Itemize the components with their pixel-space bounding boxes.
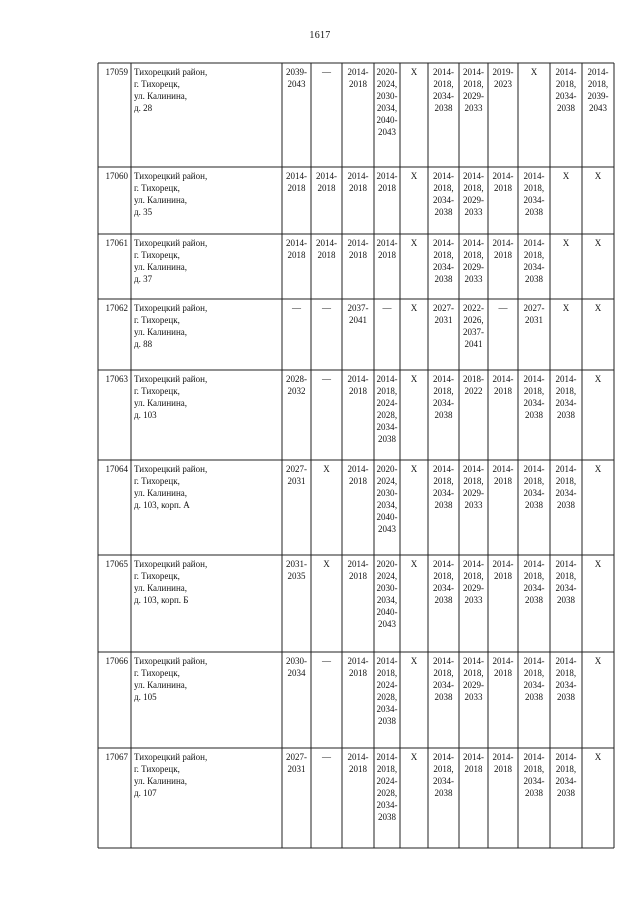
address-cell: Тихорецкий район, г. Тихорецк, ул. Калинина, д. 107 (134, 752, 208, 798)
address-cell: Тихорецкий район, г. Тихорецк, ул. Калинина, д. 103, корп. А (134, 464, 208, 510)
period-cell: X (410, 559, 418, 569)
period-cell: 2014- 2018, 2024- 2028, 2034- 2038 (376, 752, 398, 822)
period-cell: X (530, 67, 538, 77)
address-cell: Тихорецкий район, г. Тихорецк, ул. Калинина, д. 28 (134, 67, 208, 113)
period-cell: 2014- 2018 (347, 559, 369, 581)
period-cell: 2014- 2018, 2029- 2033 (463, 238, 484, 284)
period-cell: 2014- 2018 (316, 171, 337, 193)
period-cell: 2020- 2024, 2030- 2034, 2040- 2043 (376, 464, 398, 534)
period-cell: X (594, 171, 602, 181)
period-cell: 2014- 2018, 2034- 2038 (433, 464, 454, 510)
row-id: 17060 (105, 171, 128, 181)
period-cell: X (410, 656, 418, 666)
row-id: 17059 (105, 67, 128, 77)
period-cell: 2014- 2018, 2024- 2028, 2034- 2038 (376, 656, 398, 726)
period-cell: X (562, 238, 570, 248)
period-cell: 2014- 2018 (492, 752, 514, 774)
period-cell: 2014- 2018, 2034- 2038 (433, 238, 454, 284)
period-cell: — (322, 752, 331, 762)
period-cell: X (410, 67, 418, 77)
address-cell: Тихорецкий район, г. Тихорецк, ул. Калинина, д. 103, корп. Б (134, 559, 208, 605)
period-cell: 2014- 2018, 2034- 2038 (523, 171, 545, 217)
period-cell: 2014- 2018, 2034- 2038 (523, 374, 545, 420)
row-id: 17065 (105, 559, 128, 569)
period-cell: 2014- 2018, 2034- 2038 (433, 752, 454, 798)
period-cell: 2028- 2032 (286, 374, 307, 396)
period-cell: 2020- 2024, 2030- 2034, 2040- 2043 (376, 67, 398, 137)
period-cell: 2014- 2018 (347, 171, 369, 193)
period-cell: X (410, 374, 418, 384)
period-cell: 2014- 2018 (492, 171, 514, 193)
period-cell: — (382, 303, 392, 313)
period-cell: — (322, 374, 331, 384)
row-id: 17064 (105, 464, 128, 474)
period-cell: 2014- 2018, 2034- 2038 (555, 374, 577, 420)
period-cell: 2014- 2018, 2029- 2033 (463, 464, 484, 510)
period-cell: X (323, 464, 330, 474)
period-cell: 2014- 2018 (492, 374, 514, 396)
period-cell: 2014- 2018 (376, 171, 398, 193)
address-cell: Тихорецкий район, г. Тихорецк, ул. Калинина, д. 88 (134, 303, 208, 349)
page-number: 1617 (309, 30, 331, 41)
period-cell: 2014- 2018, 2029- 2033 (463, 171, 484, 217)
period-cell: 2014- 2018, 2034- 2038 (523, 464, 545, 510)
period-cell: — (322, 303, 331, 313)
period-cell: 2014- 2018, 2029- 2033 (463, 656, 484, 702)
period-cell: 2014- 2018 (347, 374, 369, 396)
period-cell: X (594, 464, 602, 474)
period-cell: 2014- 2018, 2034- 2038 (433, 559, 454, 605)
period-cell: 2014- 2018, 2024- 2028, 2034- 2038 (376, 374, 398, 444)
period-cell: 2014- 2018 (492, 464, 514, 486)
period-cell: — (292, 303, 301, 313)
period-cell: 2014- 2018, 2034- 2038 (433, 374, 454, 420)
period-cell: 2014- 2018, 2034- 2038 (523, 656, 545, 702)
period-cell: 2014- 2018, 2034- 2038 (433, 67, 454, 113)
row-id: 17061 (105, 238, 128, 248)
period-cell: X (594, 374, 602, 384)
address-cell: Тихорецкий район, г. Тихорецк, ул. Калинина, д. 105 (134, 656, 208, 702)
row-id: 17062 (105, 303, 128, 313)
period-cell: X (410, 171, 418, 181)
period-cell: 2014- 2018 (492, 656, 514, 678)
period-cell: 2014- 2018 (492, 238, 514, 260)
period-cell: 2014- 2018, 2034- 2038 (555, 559, 577, 605)
period-cell: 2027- 2031 (286, 464, 307, 486)
period-cell: X (594, 303, 602, 313)
period-cell: 2022- 2026, 2037- 2041 (463, 303, 484, 349)
period-cell: 2027- 2031 (433, 303, 454, 325)
period-cell: 2027- 2031 (286, 752, 307, 774)
row-id: 17063 (105, 374, 128, 384)
period-cell: 2014- 2018 (347, 67, 369, 89)
period-cell: 2014- 2018 (286, 171, 307, 193)
period-cell: 2020- 2024, 2030- 2034, 2040- 2043 (376, 559, 398, 629)
row-id: 17066 (105, 656, 128, 666)
period-cell: 2014- 2018, 2034- 2038 (555, 656, 577, 702)
period-cell: X (410, 752, 418, 762)
period-cell: X (410, 238, 418, 248)
period-cell: 2014- 2018, 2034- 2038 (555, 67, 577, 113)
period-cell: 2014- 2018, 2029- 2033 (463, 559, 484, 605)
period-cell: 2027- 2031 (523, 303, 545, 325)
period-cell: 2014- 2018 (492, 559, 514, 581)
period-cell: 2014- 2018 (347, 238, 369, 260)
period-cell: 2019- 2023 (492, 67, 514, 89)
period-cell: 2014- 2018, 2034- 2038 (433, 171, 454, 217)
period-cell: 2014- 2018, 2034- 2038 (523, 238, 545, 284)
period-cell: 2014- 2018, 2039- 2043 (587, 67, 609, 113)
period-cell: 2014- 2018, 2034- 2038 (555, 464, 577, 510)
period-cell: X (323, 559, 330, 569)
period-cell: X (562, 171, 570, 181)
period-cell: 2014- 2018, 2034- 2038 (523, 752, 545, 798)
period-cell: 2014- 2018 (347, 656, 369, 678)
address-cell: Тихорецкий район, г. Тихорецк, ул. Калинина, д. 35 (134, 171, 208, 217)
period-cell: X (562, 303, 570, 313)
period-cell: 2014- 2018 (316, 238, 337, 260)
period-cell: 2037- 2041 (347, 303, 369, 325)
period-cell: 2030- 2034 (286, 656, 307, 678)
period-cell: 2018- 2022 (463, 374, 484, 396)
period-cell: — (322, 67, 331, 77)
period-cell: X (594, 238, 602, 248)
period-cell: 2014- 2018 (347, 752, 369, 774)
row-id: 17067 (105, 752, 128, 762)
period-cell: X (594, 656, 602, 666)
period-cell: — (498, 303, 508, 313)
period-cell: 2014- 2018 (376, 238, 398, 260)
period-cell: 2014- 2018, 2034- 2038 (433, 656, 454, 702)
period-cell: 2031- 2035 (286, 559, 307, 581)
period-cell: — (322, 656, 331, 666)
address-cell: Тихорецкий район, г. Тихорецк, ул. Калинина, д. 103 (134, 374, 208, 420)
period-cell: 2039- 2043 (286, 67, 307, 89)
period-cell: X (594, 752, 602, 762)
period-cell: 2014- 2018 (286, 238, 307, 260)
period-cell: X (410, 303, 418, 313)
period-cell: 2014- 2018 (463, 752, 484, 774)
period-cell: 2014- 2018 (347, 464, 369, 486)
period-cell: 2014- 2018, 2034- 2038 (555, 752, 577, 798)
period-cell: X (594, 559, 602, 569)
period-cell: 2014- 2018, 2029- 2033 (463, 67, 484, 113)
period-cell: X (410, 464, 418, 474)
period-cell: 2014- 2018, 2034- 2038 (523, 559, 545, 605)
address-cell: Тихорецкий район, г. Тихорецк, ул. Калинина, д. 37 (134, 238, 208, 284)
